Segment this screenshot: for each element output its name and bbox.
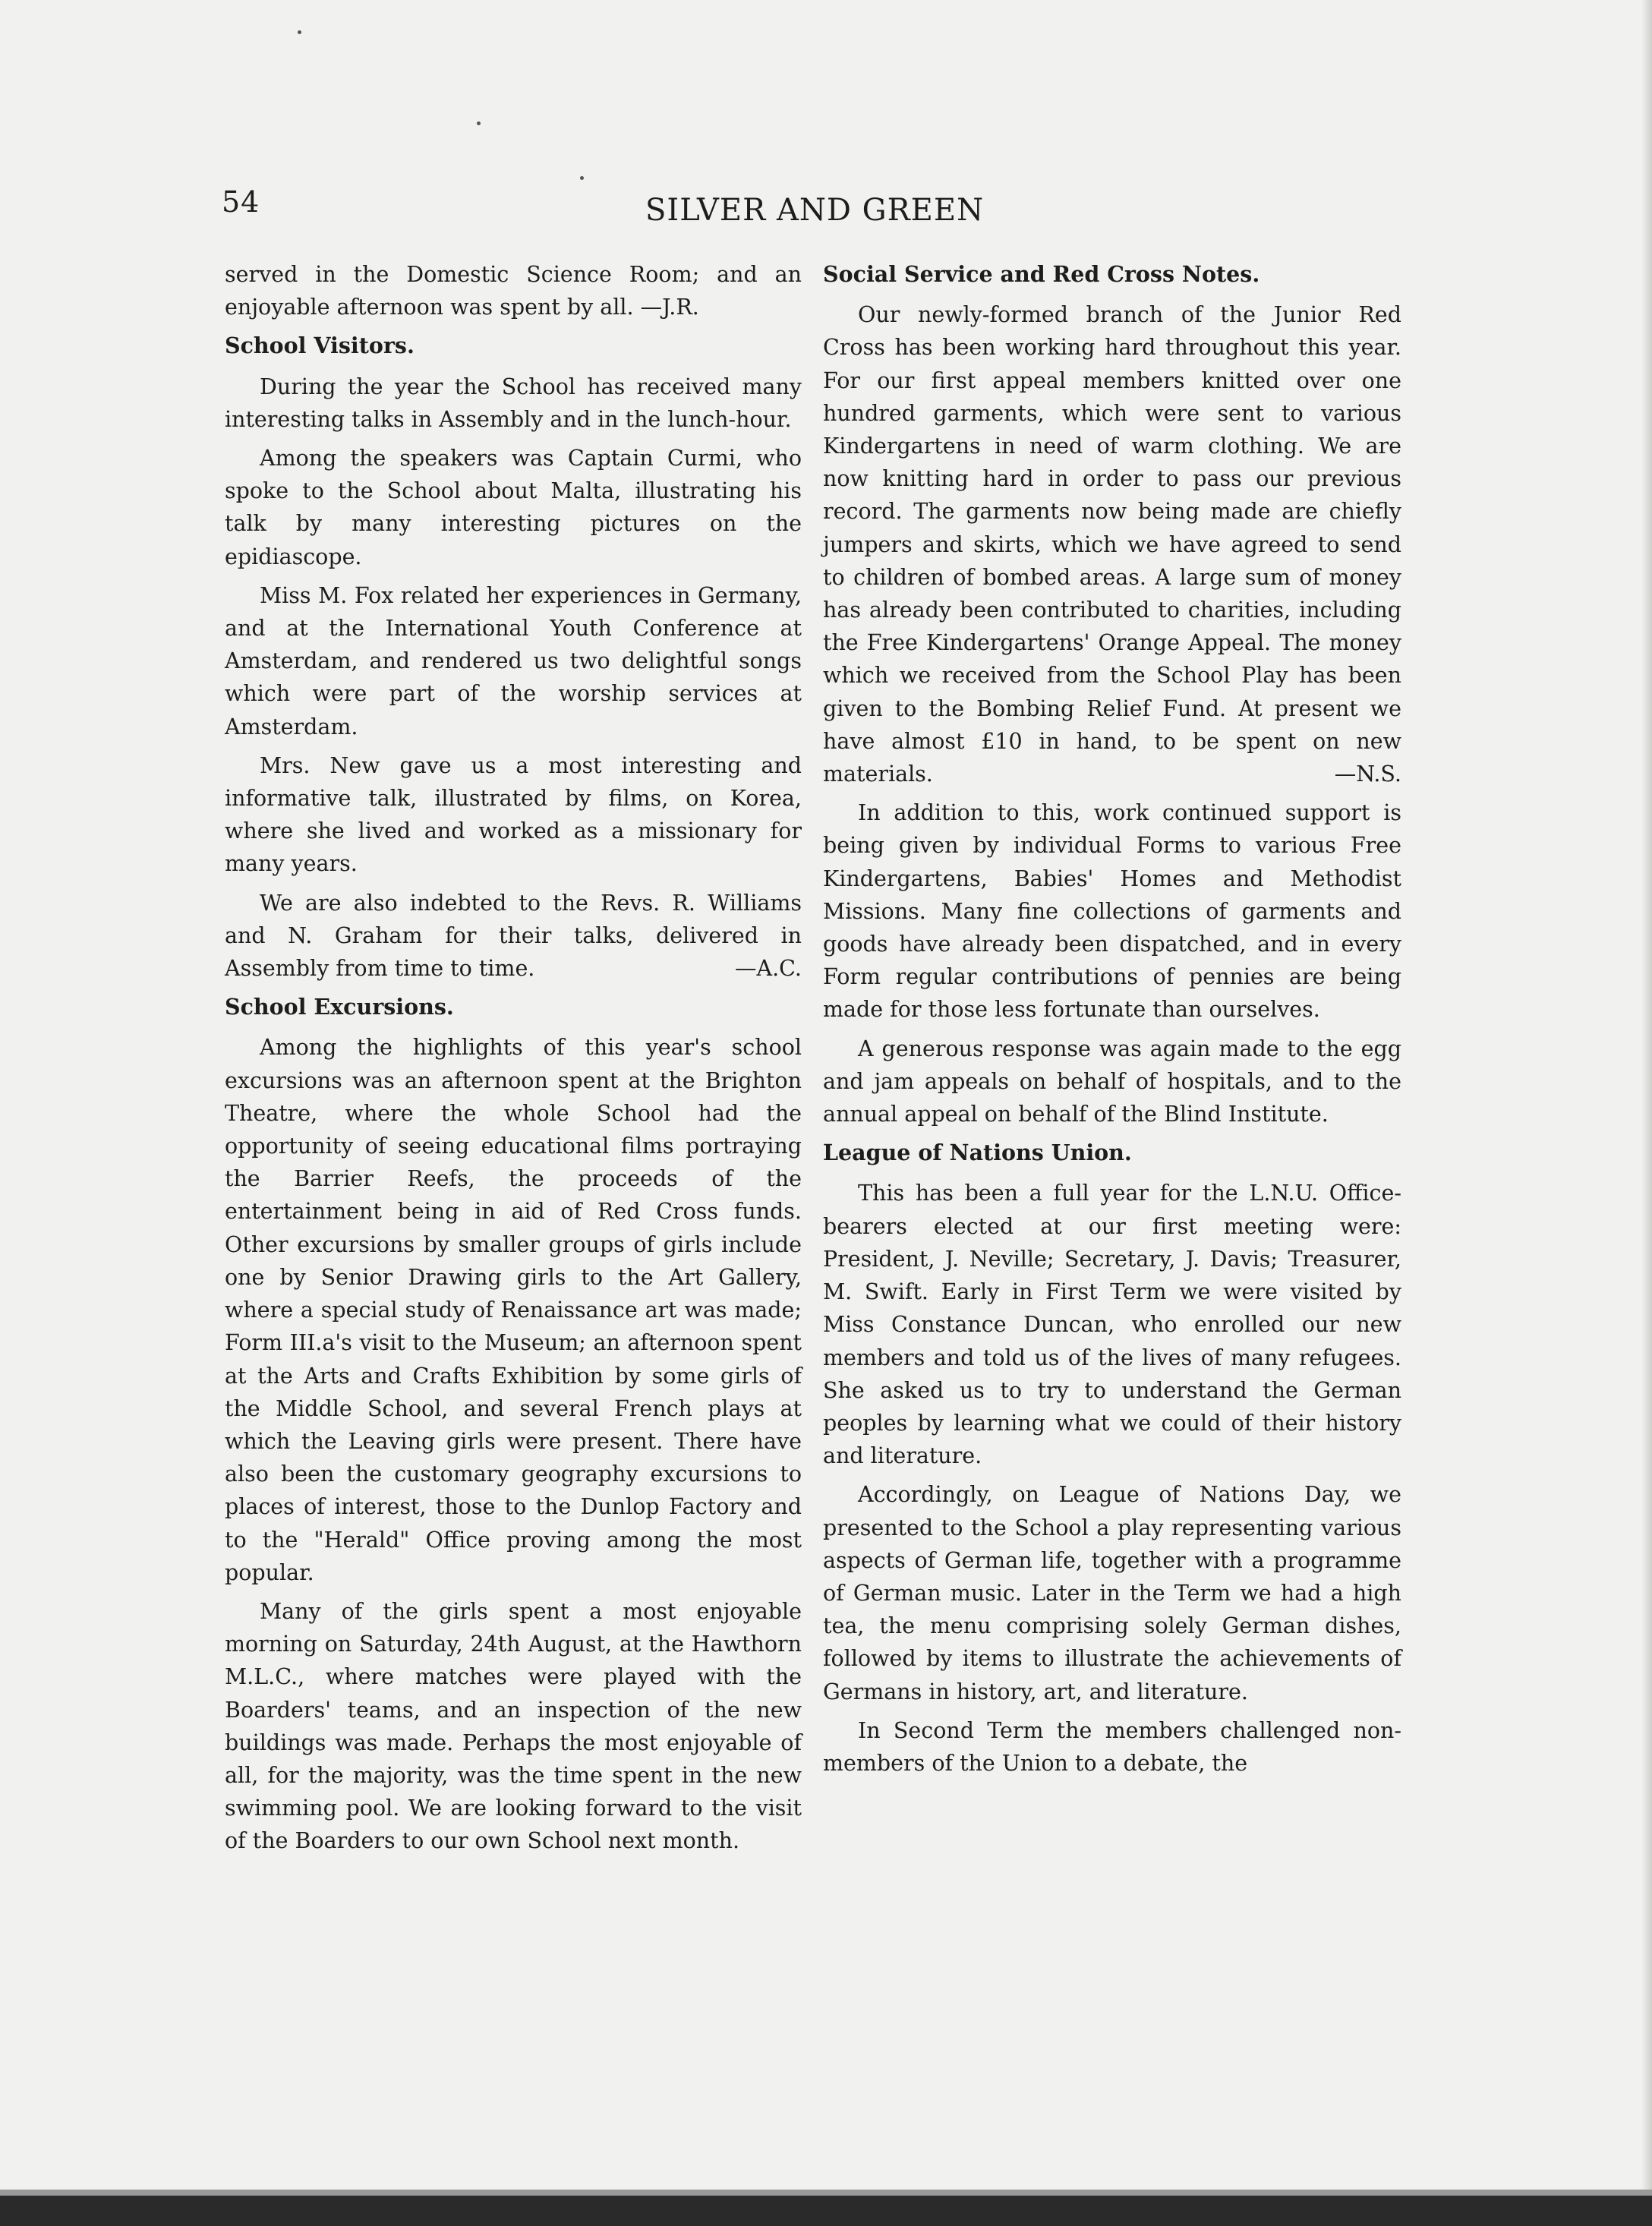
scan-border <box>0 2190 1652 2196</box>
section-heading-social-service: Social Service and Red Cross Notes. <box>823 261 1260 287</box>
author-signature: —N.S. <box>1334 761 1401 787</box>
scan-speck <box>580 176 584 180</box>
section-heading-league-of-nations: League of Nations Union. <box>823 1140 1132 1166</box>
paragraph: This has been a full year for the L.N.U. Office-bearers elected at our first meeting were: President, J. Neville; Secretary, J. Davis; Treasurer, M. Swift. Early in First Term we were visited by Miss Constance Duncan, who enrolled our new members and told us of the lives of many refugees. She asked us to try to understand the German peoples by learning what we could of their history and literature. <box>823 1181 1401 1469</box>
scan-speck <box>298 30 301 34</box>
paragraph-with-signature <box>225 887 802 985</box>
paragraph: Among the highlights of this year's school excursions was an afternoon spent at the Brighton Theatre, where the whole School had the opportunity of seeing educational films portraying the Barrier Reefs, the proceeds of the entertainment being in aid of Red Cross funds. Other excursions by smaller groups of girls include one by Senior Drawing girls to the Art Gallery, where a special study of Renaissance art was made; Form III.a's visit to the Museum; an afternoon spent at the Arts and Crafts Exhibition by some girls of the Middle School, and several French plays at which the Leaving girls were present. There have also been the customary geography excursions to places of interest, those to the Dunlop Factory and to the "Herald" Office proving among the most popular. <box>225 1035 802 1585</box>
paragraph: Accordingly, on League of Nations Day, we presented to the School a play representing various aspects of German life, together with a programme of German music. Later in the Term we had a high tea, the menu comprising solely German dishes, followed by items to illustrate the achievements of Germans in history, art, and literature. <box>823 1482 1401 1704</box>
page-edge <box>1641 0 1652 2196</box>
paragraph: A generous response was again made to the egg and jam appeals on behalf of hospitals, and to the annual appeal on behalf of the Blind Institute. <box>823 1036 1401 1127</box>
section-heading-school-excursions: School Excursions. <box>225 994 454 1020</box>
paragraph: served in the Domestic Science Room; and an enjoyable afternoon was spent by all. —J.R. <box>225 262 802 320</box>
page-number: 54 <box>222 185 260 219</box>
paragraph: Mrs. New gave us a most interesting and informative talk, illustrated by films, on Korea, where she lived and worked as a missionary for many years. <box>225 752 802 877</box>
paragraph: In Second Term the members challenged non-members of the Union to a debate, the <box>823 1717 1401 1776</box>
paragraph: Among the speakers was Captain Curmi, who spoke to the School about Malta, illustrating his talk by many interesting pictures on the epidiascope. <box>225 446 802 569</box>
paragraph-text: Our newly-formed branch of the Junior Red Cross has been working hard throughout this year. For our first appeal members knitted over one hundred garments, which were sent to various Kindergartens in need of warm clothing. We are now knitting hard in order to pass our previous record. The garments now being made are chiefly jumpers and skirts, which we have agreed to send to children of bombed areas. A large sum of money has already been contributed to charities, including the Free Kindergartens' Orange Appeal. The money which we received from the School Play has been given to the Bombing Relief Fund. At present we have almost £10 in hand, to be spent on new materials. <box>823 302 1401 787</box>
scan-border <box>0 2196 1652 2226</box>
right-column <box>823 258 1401 1786</box>
paragraph: During the year the School has received many interesting talks in Assembly and in the lunch-hour. <box>225 374 802 432</box>
paragraph: In addition to this, work continued support is being given by individual Forms to various Free Kindergartens, Babies' Homes and Methodist Missions. Many fine collections of garments and goods have already been dispatched, and in every Form regular contributions of pennies are being made for those less fortunate than ourselves. <box>823 800 1401 1023</box>
left-column <box>225 258 802 1864</box>
paragraph: Miss M. Fox related her experiences in Germany, and at the International Youth Conference at Amsterdam, and rendered us two delightful songs which were part of the worship services at Amsterdam. <box>225 582 802 739</box>
running-title: SILVER AND GREEN <box>645 193 985 228</box>
paragraph: Many of the girls spent a most enjoyable morning on Saturday, 24th August, at the Hawthorn M.L.C., where matches were played with the Boarders' teams, and an inspection of the new buildings was made. Perhaps the most enjoyable of all, for the majority, was the time spent in the new swimming pool. We are looking forward to the visit of the Boarders to our own School next month. <box>225 1598 802 1854</box>
scan-speck <box>477 121 481 125</box>
section-heading-school-visitors: School Visitors. <box>225 333 415 359</box>
paragraph-with-signature <box>823 298 1401 790</box>
author-signature: —A.C. <box>735 956 802 982</box>
paragraph-text: We are also indebted to the Revs. R. Williams and N. Graham for their talks, delivered in Assembly from time to time. <box>225 890 802 982</box>
